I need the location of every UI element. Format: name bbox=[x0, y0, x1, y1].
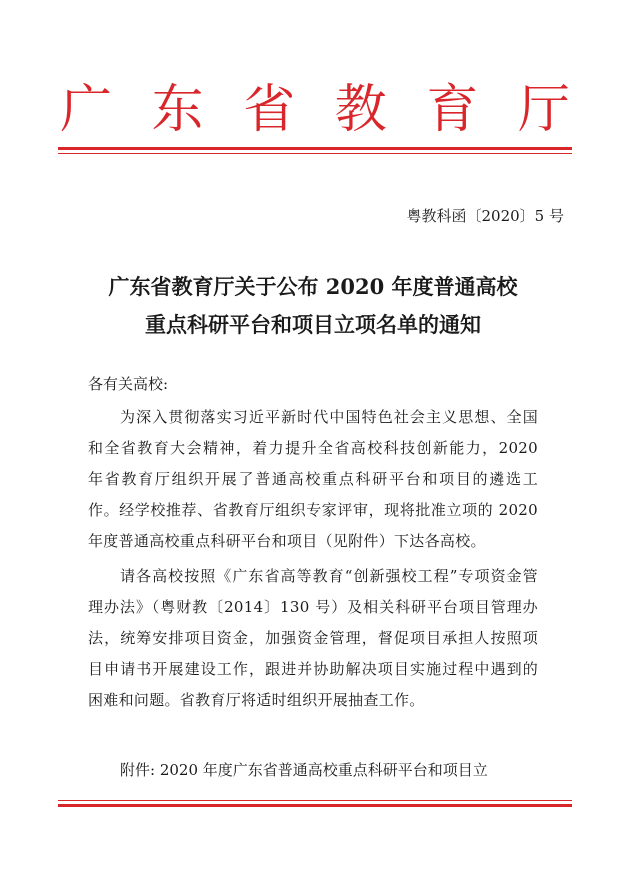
body-paragraph-1 bbox=[88, 402, 538, 557]
document-number: 粤教科函〔2020〕5 号 bbox=[406, 207, 564, 225]
paragraph-line: 和全省教育大会精神，着力提升全省高校科技创新能力，2020 bbox=[88, 439, 538, 457]
paragraph-line: 为深入贯彻落实习近平新时代中国特色社会主义思想、全国 bbox=[120, 408, 538, 426]
masthead-char: 厅 bbox=[517, 80, 570, 140]
masthead-char: 育 bbox=[426, 80, 479, 140]
paragraph-line: 困难和问题。省教育厅将适时组织开展抽查工作。 bbox=[88, 691, 425, 709]
masthead-divider-thin bbox=[58, 153, 572, 154]
document-title-line-2: 重点科研平台和项目立项名单的通知 bbox=[145, 312, 481, 337]
footer-divider-thin bbox=[58, 800, 572, 801]
masthead-char: 教 bbox=[334, 80, 387, 140]
paragraph-line: 请各高校按照《广东省高等教育“创新强校工程”专项资金管 bbox=[120, 567, 538, 585]
footer-divider-thick bbox=[58, 804, 572, 807]
paragraph-line: 年省教育厅组织开展了普通高校重点科研平台和项目的遴选工 bbox=[88, 470, 538, 488]
masthead bbox=[60, 78, 570, 142]
masthead-divider-thick bbox=[58, 147, 572, 150]
paragraph-line: 年度普通高校重点科研平台和项目（见附件）下达各高校。 bbox=[88, 532, 486, 550]
paragraph-line: 理办法》（粤财教〔2014〕130 号）及相关科研平台项目管理办 bbox=[88, 598, 538, 616]
document-title-line-1: 广东省教育厅关于公布 2020 年度普通高校 bbox=[108, 274, 518, 299]
paragraph-line: 法，统筹安排项目资金，加强资金管理，督促项目承担人按照项 bbox=[88, 629, 538, 647]
paragraph-line: 目申请书开展建设工作，跟进并协助解决项目实施过程中遇到的 bbox=[88, 660, 538, 678]
masthead-char: 省 bbox=[243, 80, 296, 140]
paragraph-line: 作。经学校推荐、省教育厅组织专家评审，现将批准立项的 2020 bbox=[88, 501, 538, 519]
body-paragraph-2 bbox=[88, 561, 538, 716]
greeting: 各有关高校: bbox=[88, 375, 169, 393]
attachment-note: 附件: 2020 年度广东省普通高校重点科研平台和项目立 bbox=[120, 761, 488, 779]
masthead-char: 东 bbox=[151, 80, 204, 140]
masthead-char: 广 bbox=[60, 80, 113, 140]
